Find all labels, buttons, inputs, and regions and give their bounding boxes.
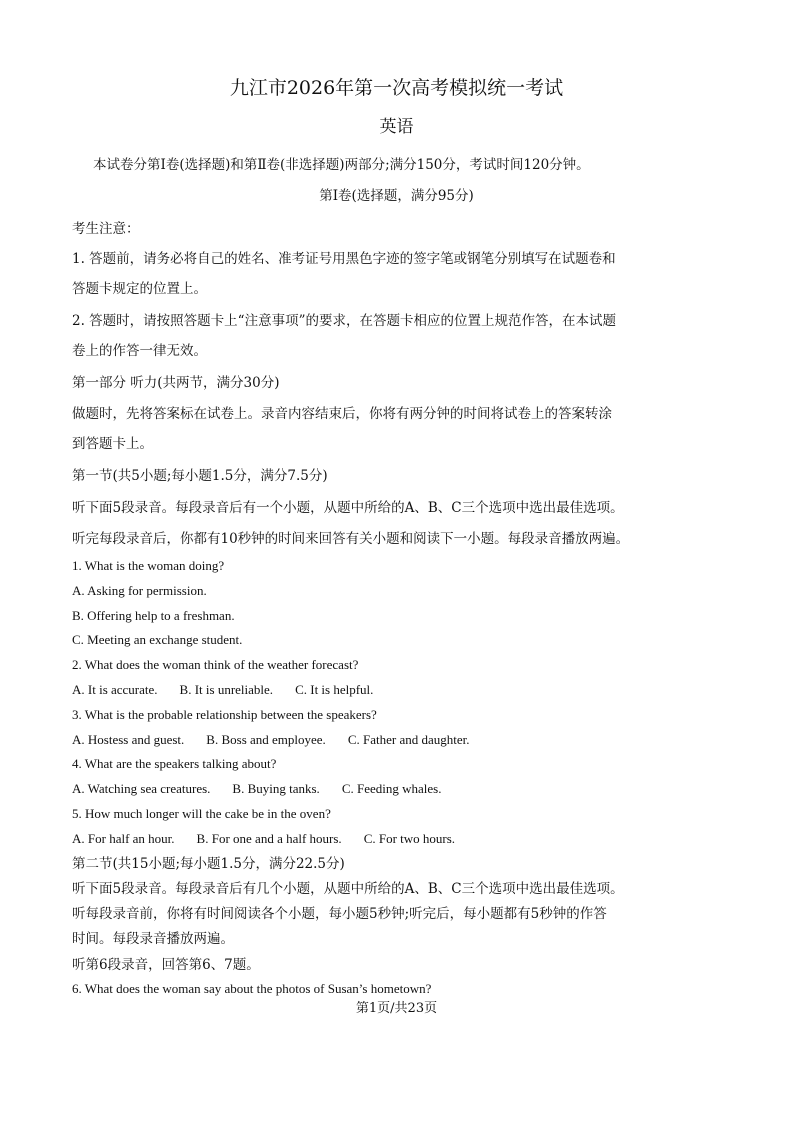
listen-passage-6: 听第6段录音，回答第6、7题。 (72, 957, 260, 973)
part1-instruction-line-2: 到答题卡上。 (72, 436, 153, 452)
part1-heading: 第一部分 听力(共两节，满分30分) (72, 375, 280, 391)
question-1-option-a: A. Asking for permission. (72, 583, 207, 598)
question-1-option-c: C. Meeting an exchange student. (72, 632, 243, 647)
notice-heading: 考生注意： (72, 221, 140, 237)
question-1: 1. What is the woman doing? (72, 558, 225, 573)
question-4-option-c: C. Feeding whales. (341, 781, 442, 796)
question-5-option-b: B. For one and a half hours. (196, 831, 342, 846)
question-3-option-b: B. Boss and employee. (206, 732, 326, 747)
question-3-option-c: C. Father and daughter. (347, 732, 470, 747)
section2-instruction-line-2: 听每段录音前，你将有时间阅读各个小题，每小题5秒钟;听完后，每小题都有5秒钟的作答 (72, 906, 607, 922)
section2-instruction-line-3: 时间。每段录音播放两遍。 (72, 931, 234, 947)
question-4-option-a: A. Watching sea creatures. (72, 781, 211, 796)
question-2-option-b: B. It is unreliable. (179, 682, 274, 697)
notice-item-1-line-1: 1. 答题前，请务必将自己的姓名、准考证号用黑色字迹的签字笔或钢笔分别填写在试题卷和 (72, 251, 616, 267)
part1-instruction-line-1: 做题时，先将答案标在试卷上。录音内容结束后，你将有两分钟的时间将试卷上的答案转涂 (72, 406, 612, 422)
question-2-options (72, 681, 395, 699)
question-5-option-a: A. For half an hour. (72, 831, 175, 846)
notice-item-1-line-2: 答题卡规定的位置上。 (72, 281, 207, 297)
page-footer: 第1页/共23页 (355, 1001, 438, 1016)
section1-instruction-line-2: 听完每段录音后，你都有10秒钟的时间来回答有关小题和阅读下一小题。每段录音播放两遍。 (72, 531, 630, 547)
notice-item-2-line-1: 2. 答题时，请按照答题卡上“注意事项”的要求，在答题卡相应的位置上规范作答，在本试题 (72, 313, 616, 329)
question-3-options (72, 731, 491, 749)
subject-title: 英语 (379, 117, 414, 137)
question-5-options (72, 830, 477, 848)
question-3-option-a: A. Hostess and guest. (72, 732, 185, 747)
question-3: 3. What is the probable relationship between the speakers? (72, 707, 377, 722)
question-1-option-b: B. Offering help to a freshman. (72, 608, 235, 623)
section2-heading: 第二节(共15小题;每小题1.5分，满分22.5分) (72, 856, 345, 872)
question-2: 2. What does the woman think of the weather forecast? (72, 657, 359, 672)
question-6: 6. What does the woman say about the photos of Susan’s hometown? (72, 981, 432, 996)
question-4-option-b: B. Buying tanks. (232, 781, 320, 796)
volume-heading: 第Ⅰ卷(选择题，满分95分) (319, 188, 474, 204)
section1-heading: 第一节(共5小题;每小题1.5分，满分7.5分) (72, 468, 328, 484)
question-4: 4. What are the speakers talking about? (72, 756, 277, 771)
question-2-option-a: A. It is accurate. (72, 682, 158, 697)
section1-instruction-line-1: 听下面5段录音。每段录音后有一个小题，从题中所给的A、B、C三个选项中选出最佳选项。 (72, 500, 624, 516)
exam-title: 九江市2026年第一次高考模拟统一考试 (229, 77, 564, 99)
exam-intro: 本试卷分第Ⅰ卷(选择题)和第Ⅱ卷(非选择题)两部分;满分150分，考试时间120分钟。 (93, 157, 590, 173)
section2-instruction-line-1: 听下面5段录音。每段录音后有几个小题，从题中所给的A、B、C三个选项中选出最佳选项。 (72, 881, 624, 897)
question-4-options (72, 780, 463, 798)
notice-item-2-line-2: 卷上的作答一律无效。 (72, 343, 207, 359)
question-2-option-c: C. It is helpful. (295, 682, 374, 697)
question-5-option-c: C. For two hours. (363, 831, 456, 846)
question-5: 5. How much longer will the cake be in the oven? (72, 806, 331, 821)
